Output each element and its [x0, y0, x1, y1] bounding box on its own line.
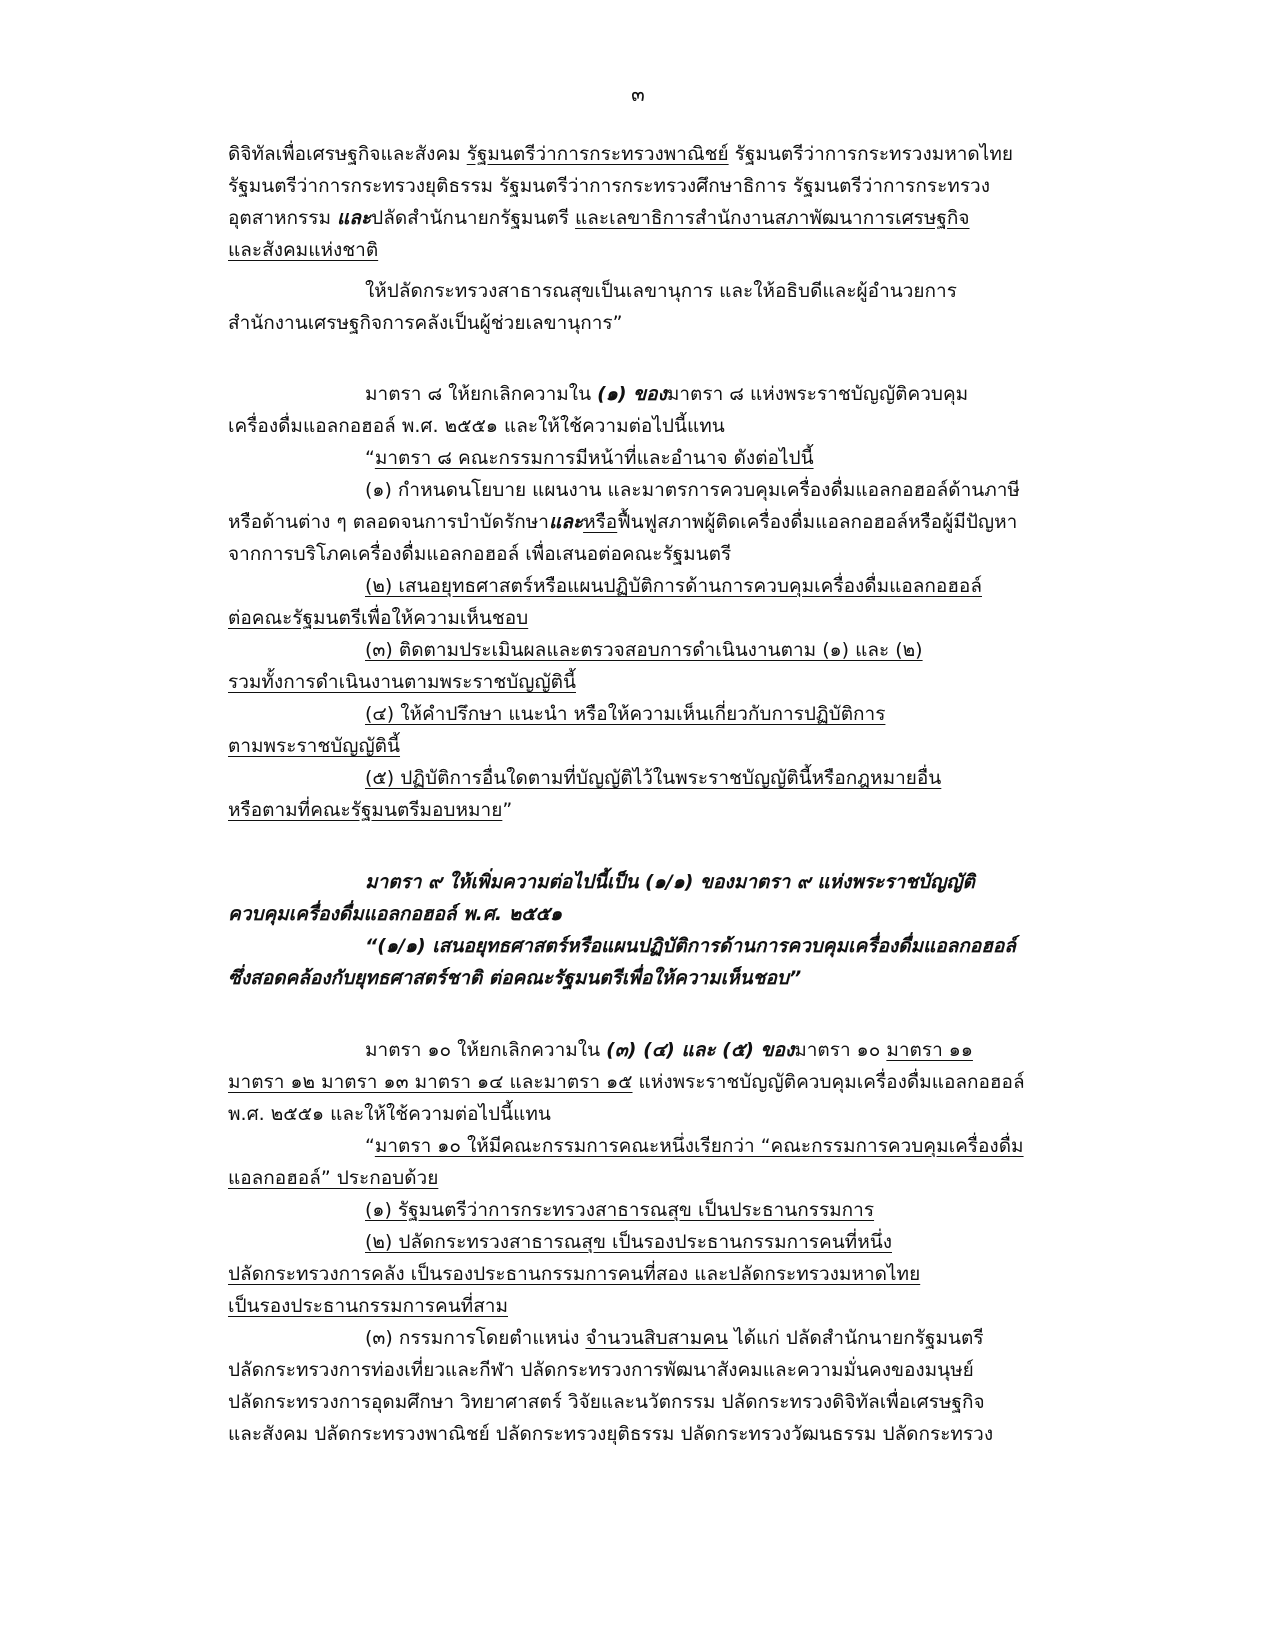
text-run: มาตรา ๘ คณะกรรมการมีหน้าที่และอำนาจ ดังต่อไปนี้ [374, 447, 814, 469]
text-line [228, 1068, 1025, 1096]
text-line [228, 412, 725, 440]
text-run: หรือตามที่คณะรัฐมนตรีมอบหมาย [228, 799, 503, 821]
text-line [228, 1100, 551, 1128]
text-run: (๕) ปฏิบัติการอื่นใดตามที่บัญญัติไว้ในพระราชบัญญัตินี้หรือกฎหมายอื่น [365, 767, 942, 789]
text-run: เป็นรองประธานกรรมการคนที่สาม [228, 1295, 508, 1317]
text-run: “ [365, 1135, 375, 1157]
text-run: มาตรา ๑๐ ให้มีคณะกรรมการคณะหนึ่งเรียกว่า “คณะกรรมการควบคุมเครื่องดื่ม [374, 1135, 1024, 1157]
text-line [365, 444, 814, 472]
text-run: และ [337, 207, 372, 229]
text-run: อุตสาหกรรม [228, 207, 338, 229]
text-line [228, 204, 970, 232]
text-line [365, 277, 957, 305]
text-line [228, 1388, 985, 1416]
text-run: ปลัดกระทรวงการอุดมศึกษา วิทยาศาสตร์ วิจัยและนวัตกรรม ปลัดกระทรวงดิจิทัลเพื่อเศรษฐกิจ [228, 1391, 985, 1413]
text-run: จากการบริโภคเครื่องดื่มแอลกอฮอล์ เพื่อเสนอต่อคณะรัฐมนตรี [228, 543, 732, 565]
text-run: เครื่องดื่มแอลกอฮอล์ พ.ศ. ๒๕๕๑ และให้ใช้ความต่อไปนี้แทน [228, 415, 725, 437]
text-run: รัฐมนตรีว่าการกระทรวงยุติธรรม รัฐมนตรีว่าการกระทรวงศึกษาธิการ รัฐมนตรีว่าการกระทรวง [228, 175, 990, 197]
text-line [365, 636, 923, 664]
text-run: (๓) (๔) และ (๕) ของ [606, 1039, 795, 1061]
text-run: ควบคุมเครื่องดื่มแอลกอฮอล์ พ.ศ. ๒๕๕๑ [228, 903, 563, 925]
text-line [228, 964, 801, 992]
text-run: “(๑/๑) เสนอยุทธศาสตร์หรือแผนปฏิบัติการด้านการควบคุมเครื่องดื่มแอลกอฮอล์ [365, 935, 1016, 957]
text-run: มาตรา ๑๒ มาตรา ๑๓ มาตรา ๑๔ และมาตรา ๑๕ [228, 1071, 633, 1093]
text-run: และ [548, 511, 584, 533]
page-number: ๓ [631, 82, 645, 106]
text-run: (๔) ให้คำปรึกษา แนะนำ หรือให้ความเห็นเกี่ยวกับการปฏิบัติการ [365, 703, 886, 725]
text-run: และสังคมแห่งชาติ [228, 239, 379, 261]
text-run: ” [502, 799, 513, 821]
text-line [365, 932, 1016, 960]
text-run: (๑) กำหนดนโยบาย แผนงาน และมาตรการควบคุมเครื่องดื่มแอลกอฮอล์ด้านภาษี [365, 479, 1020, 501]
text-run: หรือด้านต่าง ๆ ตลอดจนการบำบัดรักษา [228, 511, 549, 533]
text-line [365, 868, 975, 896]
text-run: มาตรา ๑๑ [886, 1039, 973, 1061]
text-run: ให้ปลัดกระทรวงสาธารณสุขเป็นเลขานุการ และให้อธิบดีและผู้อำนวยการ [365, 280, 957, 302]
text-run: ต่อคณะรัฐมนตรีเพื่อให้ความเห็นชอบ [228, 607, 529, 629]
text-line [228, 1164, 438, 1192]
text-run: จำนวนสิบสามคน [585, 1327, 729, 1349]
text-run: (๒) เสนอยุทธศาสตร์หรือแผนปฏิบัติการด้านการควบคุมเครื่องดื่มแอลกอฮอล์ [365, 575, 982, 597]
text-line [228, 900, 562, 928]
text-line [365, 1324, 984, 1352]
text-run: ซึ่งสอดคล้องกับยุทธศาสตร์ชาติ ต่อคณะรัฐมนตรีเพื่อให้ความเห็นชอบ” [228, 967, 802, 989]
text-line [365, 380, 968, 408]
text-run: (๑) ของ [597, 383, 667, 405]
text-line [365, 1196, 874, 1224]
text-line [228, 172, 990, 200]
text-line [228, 309, 622, 337]
text-line [228, 1420, 993, 1448]
text-line [228, 604, 528, 632]
text-run: ได้แก่ ปลัดสำนักนายกรัฐมนตรี [728, 1327, 984, 1349]
text-line [365, 1132, 1024, 1160]
text-run: ปลัดกระทรวงการท่องเที่ยวและกีฬา ปลัดกระทรวงการพัฒนาสังคมและความมั่นคงของมนุษย์ [228, 1359, 974, 1381]
text-run: มาตรา ๑๐ ให้ยกเลิกความใน [365, 1039, 607, 1061]
text-line [228, 140, 1013, 168]
text-run: มาตรา ๑๐ [794, 1039, 887, 1061]
text-line [228, 1292, 508, 1320]
text-line [365, 572, 982, 600]
text-line [365, 764, 941, 792]
text-run: แอลกอฮอล์” ประกอบด้วย [228, 1167, 439, 1189]
text-run: (๒) ปลัดกระทรวงสาธารณสุข เป็นรองประธานกรรมการคนที่หนึ่ง [365, 1231, 892, 1253]
text-line [228, 1260, 920, 1288]
text-run: หรือ [583, 511, 618, 533]
text-line [228, 732, 400, 760]
text-line [228, 540, 731, 568]
text-line [365, 1036, 973, 1064]
text-run: ตามพระราชบัญญัตินี้ [228, 735, 401, 757]
text-run: (๑) รัฐมนตรีว่าการกระทรวงสาธารณสุข เป็นประธานกรรมการ [365, 1199, 875, 1221]
text-run: (๓) ติดตามประเมินผลและตรวจสอบการดำเนินงานตาม (๑) และ (๒) [365, 639, 923, 661]
text-run: และสังคม ปลัดกระทรวงพาณิชย์ ปลัดกระทรวงยุติธรรม ปลัดกระทรวงวัฒนธรรม ปลัดกระทรวง [228, 1423, 994, 1445]
text-run: ปลัดกระทรวงการคลัง เป็นรองประธานกรรมการคนที่สอง และปลัดกระทรวงมหาดไทย [228, 1263, 921, 1285]
text-run: ฟื้นฟูสภาพผู้ติดเครื่องดื่มแอลกอฮอล์หรือผู้มีปัญหา [617, 511, 1018, 533]
text-line [228, 796, 512, 824]
text-run: พ.ศ. ๒๕๕๑ และให้ใช้ความต่อไปนี้แทน [228, 1103, 551, 1125]
text-line [228, 236, 378, 264]
text-run: มาตรา ๘ ให้ยกเลิกความใน [365, 383, 598, 405]
text-run: และเลขาธิการสำนักงานสภาพัฒนาการเศรษฐกิจ [575, 207, 970, 229]
text-run: มาตรา ๙ ให้เพิ่มความต่อไปนี้เป็น (๑/๑) ของมาตรา ๙ แห่งพระราชบัญญัติ [365, 871, 975, 893]
text-run: (๓) กรรมการโดยตำแหน่ง [365, 1327, 586, 1349]
text-run: ปลัดสำนักนายกรัฐมนตรี [371, 207, 576, 229]
text-run: รวมทั้งการดำเนินงานตามพระราชบัญญัตินี้ [228, 671, 576, 693]
text-line [228, 1356, 974, 1384]
text-run: แห่งพระราชบัญญัติควบคุมเครื่องดื่มแอลกอฮอล์ [632, 1071, 1025, 1093]
text-run: รัฐมนตรีว่าการกระทรวงมหาดไทย [728, 143, 1013, 165]
text-line [365, 476, 1020, 504]
text-run: “ [365, 447, 375, 469]
text-run: มาตรา ๘ แห่งพระราชบัญญัติควบคุม [666, 383, 969, 405]
text-run: สำนักงานเศรษฐกิจการคลังเป็นผู้ช่วยเลขานุการ” [228, 312, 623, 334]
text-run: ดิจิทัลเพื่อเศรษฐกิจและสังคม [228, 143, 467, 165]
text-run: รัฐมนตรีว่าการกระทรวงพาณิชย์ [466, 143, 729, 165]
text-line [228, 668, 576, 696]
text-line [365, 1228, 892, 1256]
text-line [365, 700, 885, 728]
text-line [228, 508, 1017, 536]
